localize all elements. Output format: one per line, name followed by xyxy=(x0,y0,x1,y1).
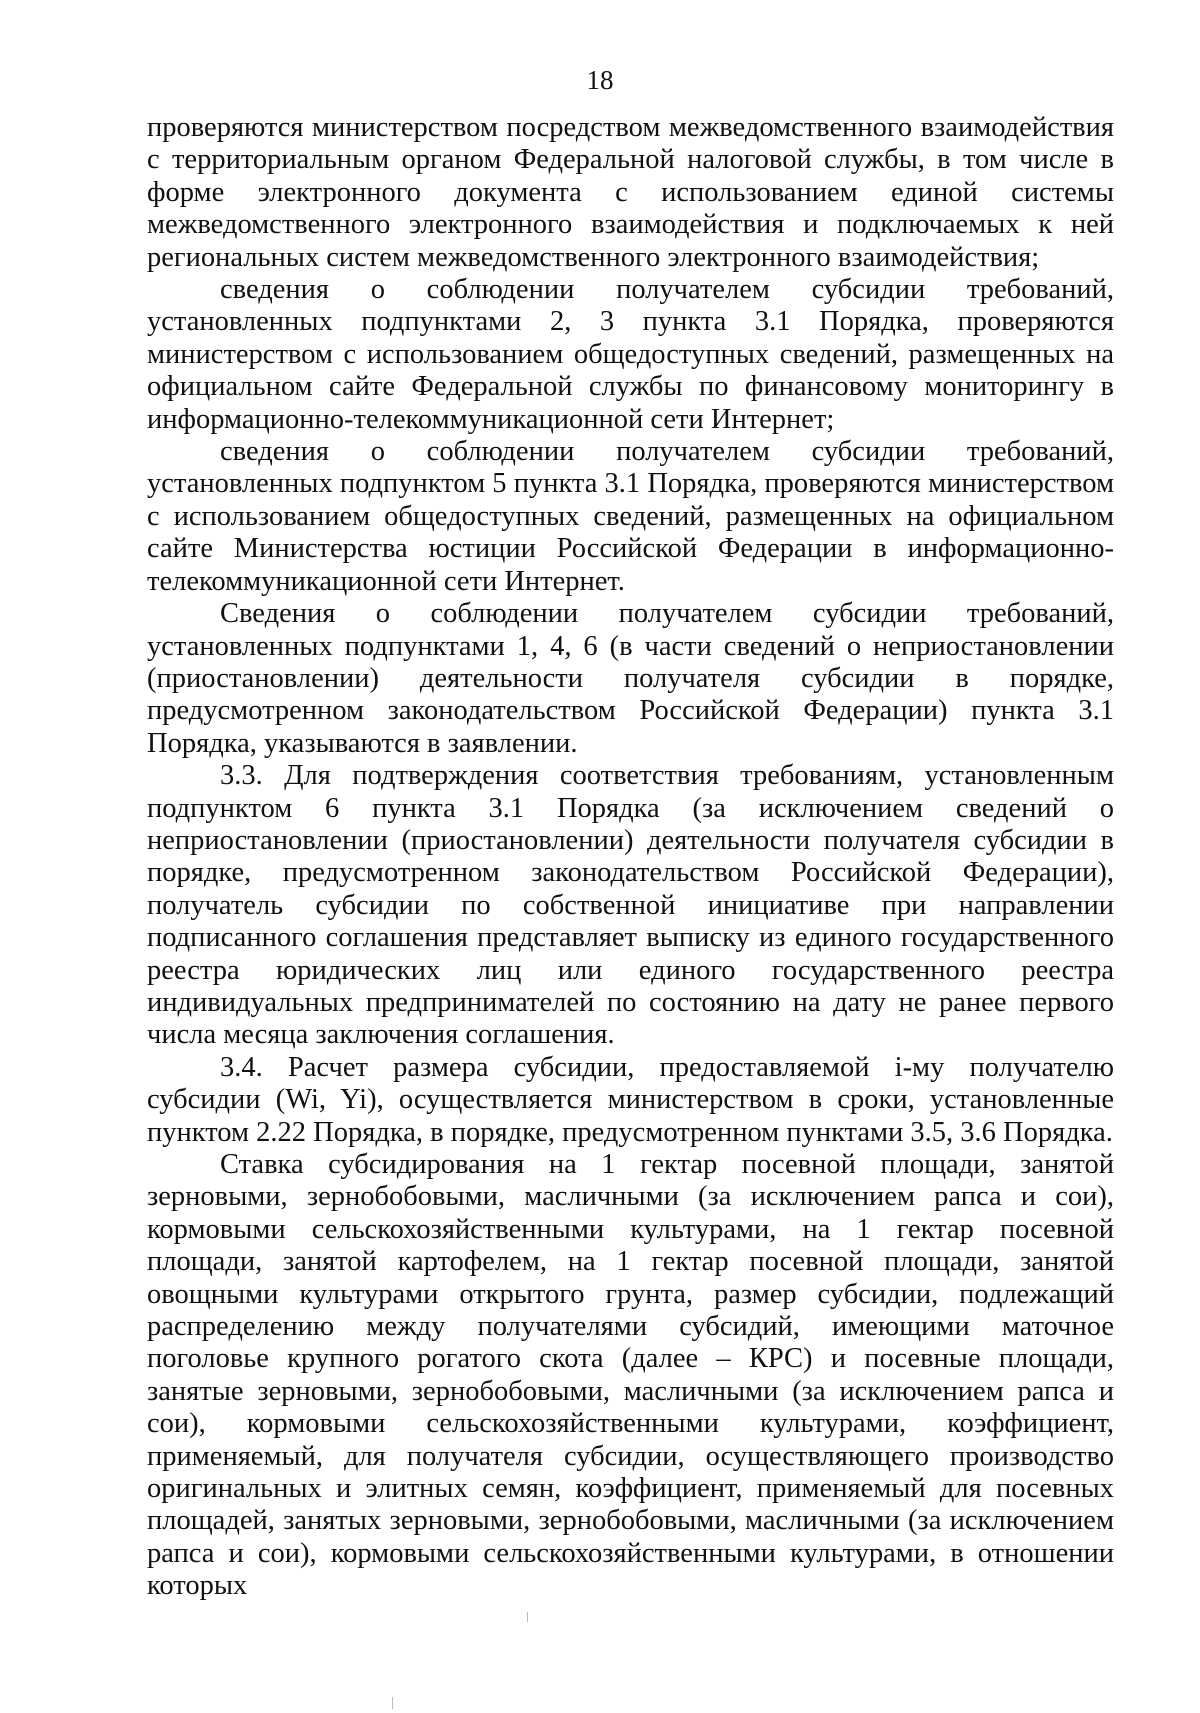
paragraph-subsidy-rate: Ставка субсидирования на 1 гектар посевной площади, занятой зерновыми, зернобобовыми, масличными (за исключением рапса и сои), кормовыми сельскохозяйственными культурами, на 1 гектар посевной площади, занятой картофелем, на 1 гектар посевной площади, занятой овощными культурами открытого грунта, размер субсидии, подлежащий распределению между получателями субсидий, имеющими маточное поголовье крупного рогатого скота (далее – КРС) и посевные площади, занятые зерновыми, зернобобовыми, масличными (за исключением рапса и сои), кормовыми сельскохозяйственными культурами, коэффициент, применяемый, для получателя субсидии, осуществляющего производство оригинальных и элитных семян, коэффициент, применяемый для посевных площадей, занятых зерновыми, зернобобовыми, масличными (за исключением рапса и сои), кормовыми сельскохозяйственными культурами, в отношении которых xyxy=(147,1149,1114,1602)
scan-artifact xyxy=(392,1697,393,1709)
paragraph-3-3: 3.3. Для подтверждения соответствия требованиям, установленным подпунктом 6 пункта 3.1 Порядка (за исключением сведений о неприостановлении (приостановлении) деятельности получателя субсидии в порядке, предусмотренном законодательством Российской Федерации), получатель субсидии по собственной инициативе при направлении подписанного соглашения представляет выписку из единого государственного реестра юридических лиц или единого государственного реестра индивидуальных предпринимателей по состоянию на дату не ранее первого числа месяца заключения соглашения. xyxy=(147,760,1114,1051)
document-body xyxy=(147,112,1114,1603)
scan-artifact xyxy=(527,1612,528,1622)
paragraph-minjust-check: сведения о соблюдении получателем субсидии требований, установленных подпунктом 5 пункта 3.1 Порядка, проверяются министерством с использованием общедоступных сведений, размещенных на официальном сайте Министерства юстиции Российской Федерации в информационно-телекоммуникационной сети Интернет. xyxy=(147,436,1114,597)
paragraph-fedfinmonitoring-check: сведения о соблюдении получателем субсидии требований, установленных подпунктами 2, 3 пункта 3.1 Порядка, проверяются министерством с использованием общедоступных сведений, размещенных на официальном сайте Федеральной службы по финансовому мониторингу в информационно-телекоммуникационной сети Интернет; xyxy=(147,274,1114,435)
paragraph-application-info: Сведения о соблюдении получателем субсидии требований, установленных подпунктами 1, 4, 6 (в части сведений о неприостановлении (приостановлении) деятельности получателя субсидии в порядке, предусмотренном законодательством Российской Федерации) пункта 3.1 Порядка, указываются в заявлении. xyxy=(147,598,1114,759)
paragraph-3-4: 3.4. Расчет размера субсидии, предоставляемой i-му получателю субсидии (Wi, Yi), осуществляется министерством в сроки, установленные пунктом 2.22 Порядка, в порядке, предусмотренном пунктами 3.5, 3.6 Порядка. xyxy=(147,1051,1114,1148)
page-number: 18 xyxy=(586,65,614,95)
paragraph-continuation: проверяются министерством посредством межведомственного взаимодействия с территориальным органом Федеральной налоговой службы, в том числе в форме электронного документа с использованием единой системы межведомственного электронного взаимодействия и подключаемых к ней региональных систем межведомственного электронного взаимодействия; xyxy=(147,112,1114,273)
